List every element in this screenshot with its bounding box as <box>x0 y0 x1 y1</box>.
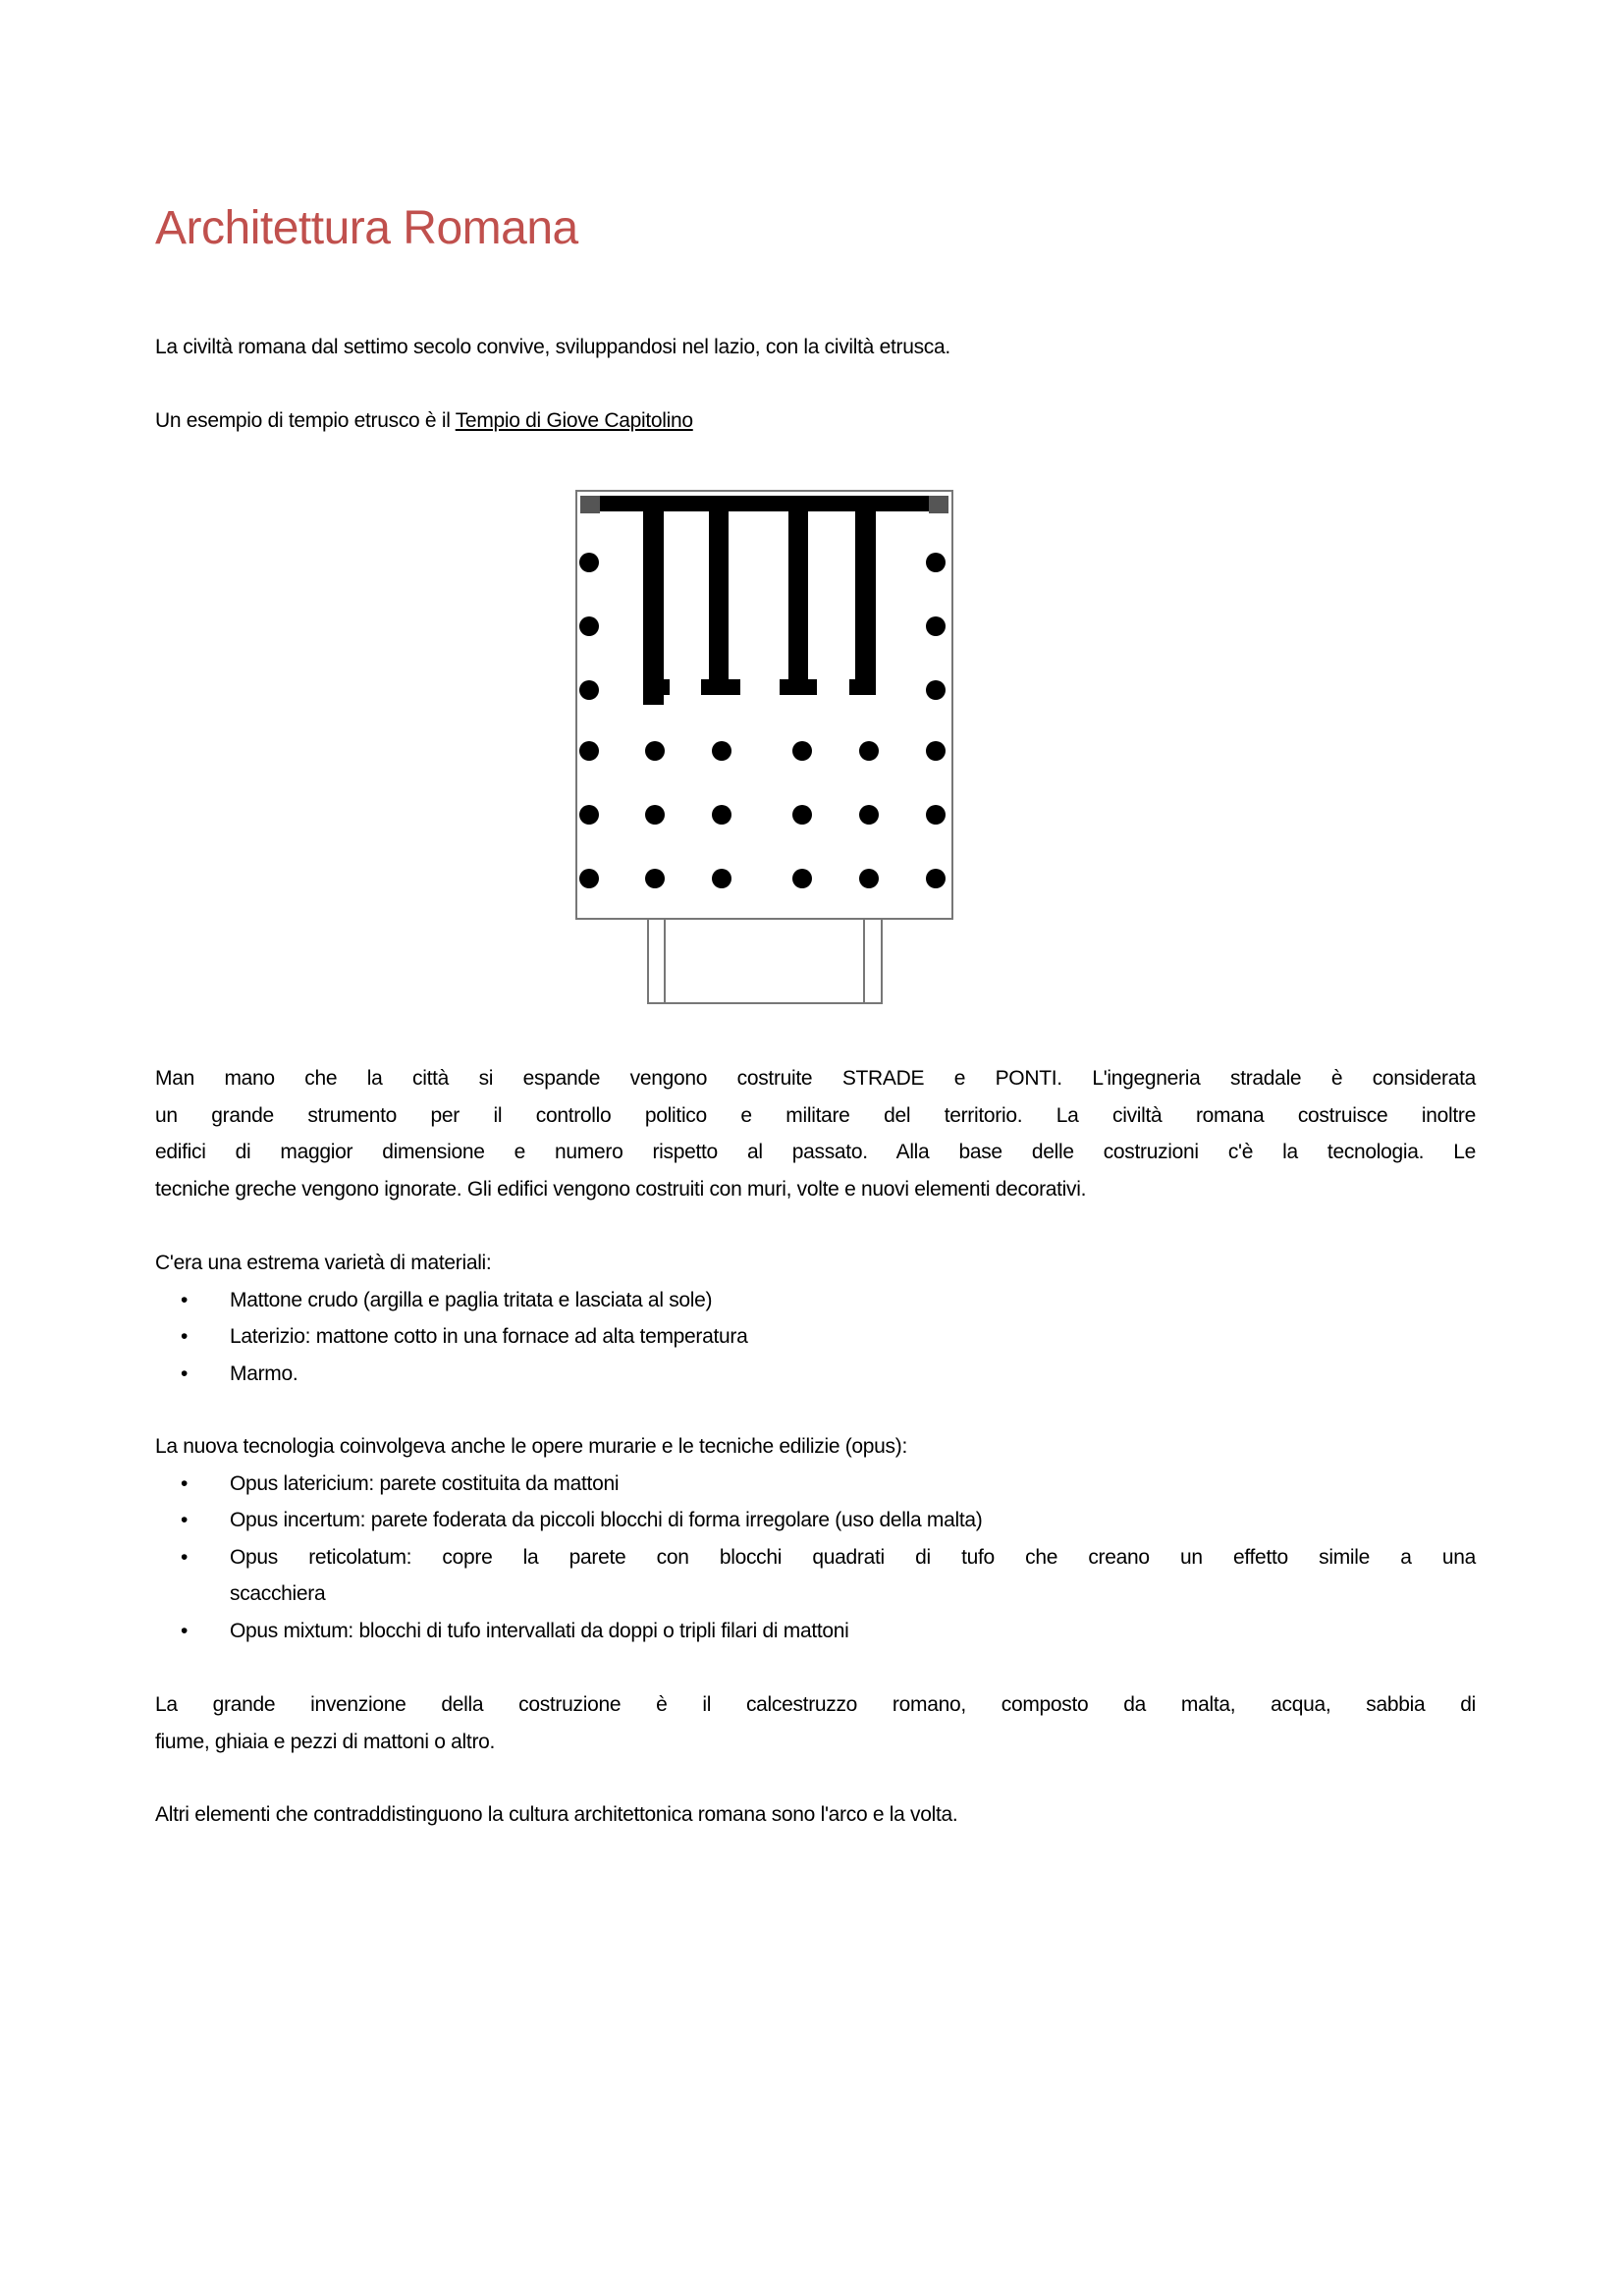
materials-intro: C'era una estrema varietà di materiali: <box>155 1252 492 1274</box>
closing-text: Altri elementi che contraddistinguono la cultura architettonica romana sono l'arco e la volta. <box>155 1803 958 1826</box>
column <box>926 553 946 572</box>
column <box>792 869 812 888</box>
roads-paragraph <box>155 1060 1476 1207</box>
column <box>579 869 599 888</box>
column <box>926 741 946 761</box>
opus-section <box>155 1428 1476 1649</box>
paragraph-line: Man mano che la città si espande vengono costruite STRADE e PONTI. L'ingegneria stradale è considerata <box>155 1067 1476 1090</box>
column <box>579 741 599 761</box>
paragraph-line: edifici di maggior dimensione e numero rispetto al passato. Alla base delle costruzioni c'è la tecnologia. Le <box>155 1141 1476 1163</box>
paragraph-line: La grande invenzione della costruzione è il calcestruzzo romano, composto da malta, acqua, sabbia di <box>155 1693 1476 1716</box>
list-item: • Opus latericium: parete costituita da mattoni <box>155 1466 1476 1503</box>
column <box>579 680 599 700</box>
column <box>579 553 599 572</box>
column <box>712 741 731 761</box>
temple-floor-plan <box>0 0 1624 1080</box>
column <box>926 869 946 888</box>
column <box>792 741 812 761</box>
column <box>579 805 599 825</box>
list-item: • Mattone crudo (argilla e paglia tritata e lasciata al sole) <box>155 1282 1476 1319</box>
column <box>579 616 599 636</box>
column <box>645 869 665 888</box>
bullet-icon: • <box>181 1509 189 1531</box>
column <box>926 805 946 825</box>
bullet-icon: • <box>181 1545 189 1569</box>
bullet-icon: • <box>181 1471 189 1495</box>
column <box>645 805 665 825</box>
example-text: Un esempio di tempio etrusco è il <box>155 409 456 432</box>
materials-section <box>155 1245 1476 1392</box>
list-item-continuation: scacchiera <box>230 1582 326 1605</box>
page-title: Architettura Romana <box>155 202 578 254</box>
opus-intro: La nuova tecnologia coinvolgeva anche le opere murarie e le tecniche edilizie (opus): <box>155 1435 907 1458</box>
stairs <box>648 919 882 1003</box>
bullet-icon: • <box>181 1325 189 1348</box>
column <box>645 741 665 761</box>
column <box>926 680 946 700</box>
concrete-paragraph <box>155 1686 1476 1760</box>
paragraph-line: tecniche greche vengono ignorate. Gli edifici vengono costruiti con muri, volte e nuovi elementi decorativi. <box>155 1177 1087 1201</box>
list-item: • Opus mixtum: blocchi di tufo intervallati da doppi o tripli filari di mattoni <box>155 1613 1476 1650</box>
temple-link[interactable]: Tempio di Giove Capitolino <box>455 409 693 432</box>
column <box>859 741 879 761</box>
bullet-icon: • <box>181 1362 189 1385</box>
column <box>859 805 879 825</box>
list-item: • Opus incertum: parete foderata da piccoli blocchi di forma irregolare (uso della malta) <box>155 1502 1476 1539</box>
cella-outline <box>576 491 952 919</box>
list-item: • Opus reticolatum: copre la parete con blocchi quadrati di tufo che creano un effetto simile a una <box>155 1539 1476 1576</box>
back-wall <box>580 496 948 511</box>
column <box>712 869 731 888</box>
bullet-icon: • <box>181 1619 189 1642</box>
list-item: • Laterizio: mattone cotto in una fornace ad alta temperatura <box>155 1318 1476 1356</box>
column <box>792 805 812 825</box>
list-item: • Marmo. <box>155 1356 1476 1393</box>
column <box>712 805 731 825</box>
closing-paragraph <box>155 1796 1476 1834</box>
column <box>859 869 879 888</box>
bullet-icon: • <box>181 1288 189 1311</box>
paragraph-line: un grande strumento per il controllo politico e militare del territorio. La civiltà romana costruisce inoltre <box>155 1103 1476 1127</box>
paragraph-line: fiume, ghiaia e pezzi di mattoni o altro. <box>155 1730 496 1753</box>
column <box>926 616 946 636</box>
intro-text: La civiltà romana dal settimo secolo convive, sviluppandosi nel lazio, con la civiltà etrusca. <box>155 336 950 358</box>
